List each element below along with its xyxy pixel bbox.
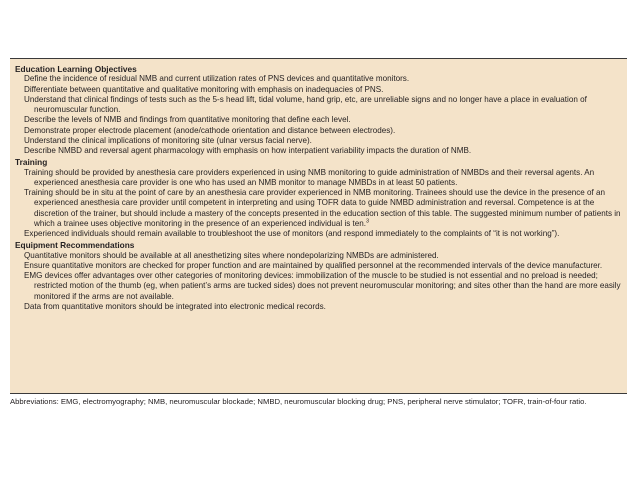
training-item: Experienced individuals should remain available to troubleshoot the use of monitors (and respond immediately to the complaints of “it is not working”). (24, 229, 560, 238)
education-item: Describe the levels of NMB and findings from quantitative monitoring that define each level. (24, 115, 351, 125)
section-training (15, 157, 621, 239)
section-heading-equipment: Equipment Recommendations (15, 240, 135, 251)
equipment-item: Data from quantitative monitors should be integrated into electronic medical records. (24, 301, 326, 311)
equipment-item: Ensure quantitative monitors are checked for proper function and are maintained by qualified personnel at the recommended intervals of the device manufacturer. (24, 260, 603, 270)
training-item: Training should be provided by anesthesia care providers experienced in using NMB monitoring to guide administration of NMBDs and their reversal agents. An experienced anesthesia care provider is one who has used an NMB monitor to manage NMBDs in at least 50 patients. (24, 167, 595, 187)
equipment-item: EMG devices offer advantages over other categories of monitoring devices: immobilization of the muscle to be studied is not essential and no preload is needed; restricted motion of the thumb (eg, when patient’s arms are tucked sides) does not prevent neuromuscular monitoring; and sites other than the hand are more easily monitored if the arms are not available. (24, 271, 621, 301)
education-item: Understand the clinical implications of monitoring site (ulnar versus facial nerve). (24, 135, 312, 145)
training-item-with-citation (15, 188, 621, 229)
education-item: Demonstrate proper electrode placement (anode/cathode orientation and distance between electrodes). (24, 125, 396, 135)
education-item: Describe NMBD and reversal agent pharmacology with emphasis on how interpatient variability impacts the duration of NMB. (24, 146, 472, 155)
training-item-text: Training should be in situ at the point of care by an anesthesia care provider experienced in NMB monitoring. Trainees should use the device in the presence of an experienced anesthesia care provider until competent in interpreting and using TOFR data to guide NMBD administration and reversal. Competence is at the discretion of the trainer, but should include a mastery of the concepts presented in the education section of this table. The suggested minimum number of patients in which a trainee uses objective monitoring in the presence of an experienced individual is ten. (24, 188, 621, 228)
education-item: Differentiate between quantitative and qualitative monitoring with emphasis on inadequacies of PNS. (24, 84, 384, 94)
education-item: Define the incidence of residual NMB and current utilization rates of PNS devices and quantitative monitors. (24, 74, 410, 84)
section-education (15, 64, 621, 156)
education-item: Understand that clinical findings of tests such as the 5-s head lift, tidal volume, hand grip, etc, are unreliable signs and no longer have a place in evaluation of neuromuscular function. (24, 94, 587, 114)
section-heading-education: Education Learning Objectives (15, 64, 137, 74)
equipment-item: Quantitative monitors should be available at all anesthetizing sites where nondepolarizing NMBDs are administered. (24, 250, 439, 260)
recommendations-table (10, 58, 627, 394)
citation-superscript: 3 (366, 218, 370, 225)
abbreviations-footnote: Abbreviations: EMG, electromyography; NMB, neuromuscular blockade; NMBD, neuromuscular blocking drug; PNS, peripheral nerve stimulator; TOFR, train-of-four ratio. (10, 397, 587, 406)
section-heading-training: Training (15, 157, 48, 168)
section-equipment (15, 240, 621, 312)
